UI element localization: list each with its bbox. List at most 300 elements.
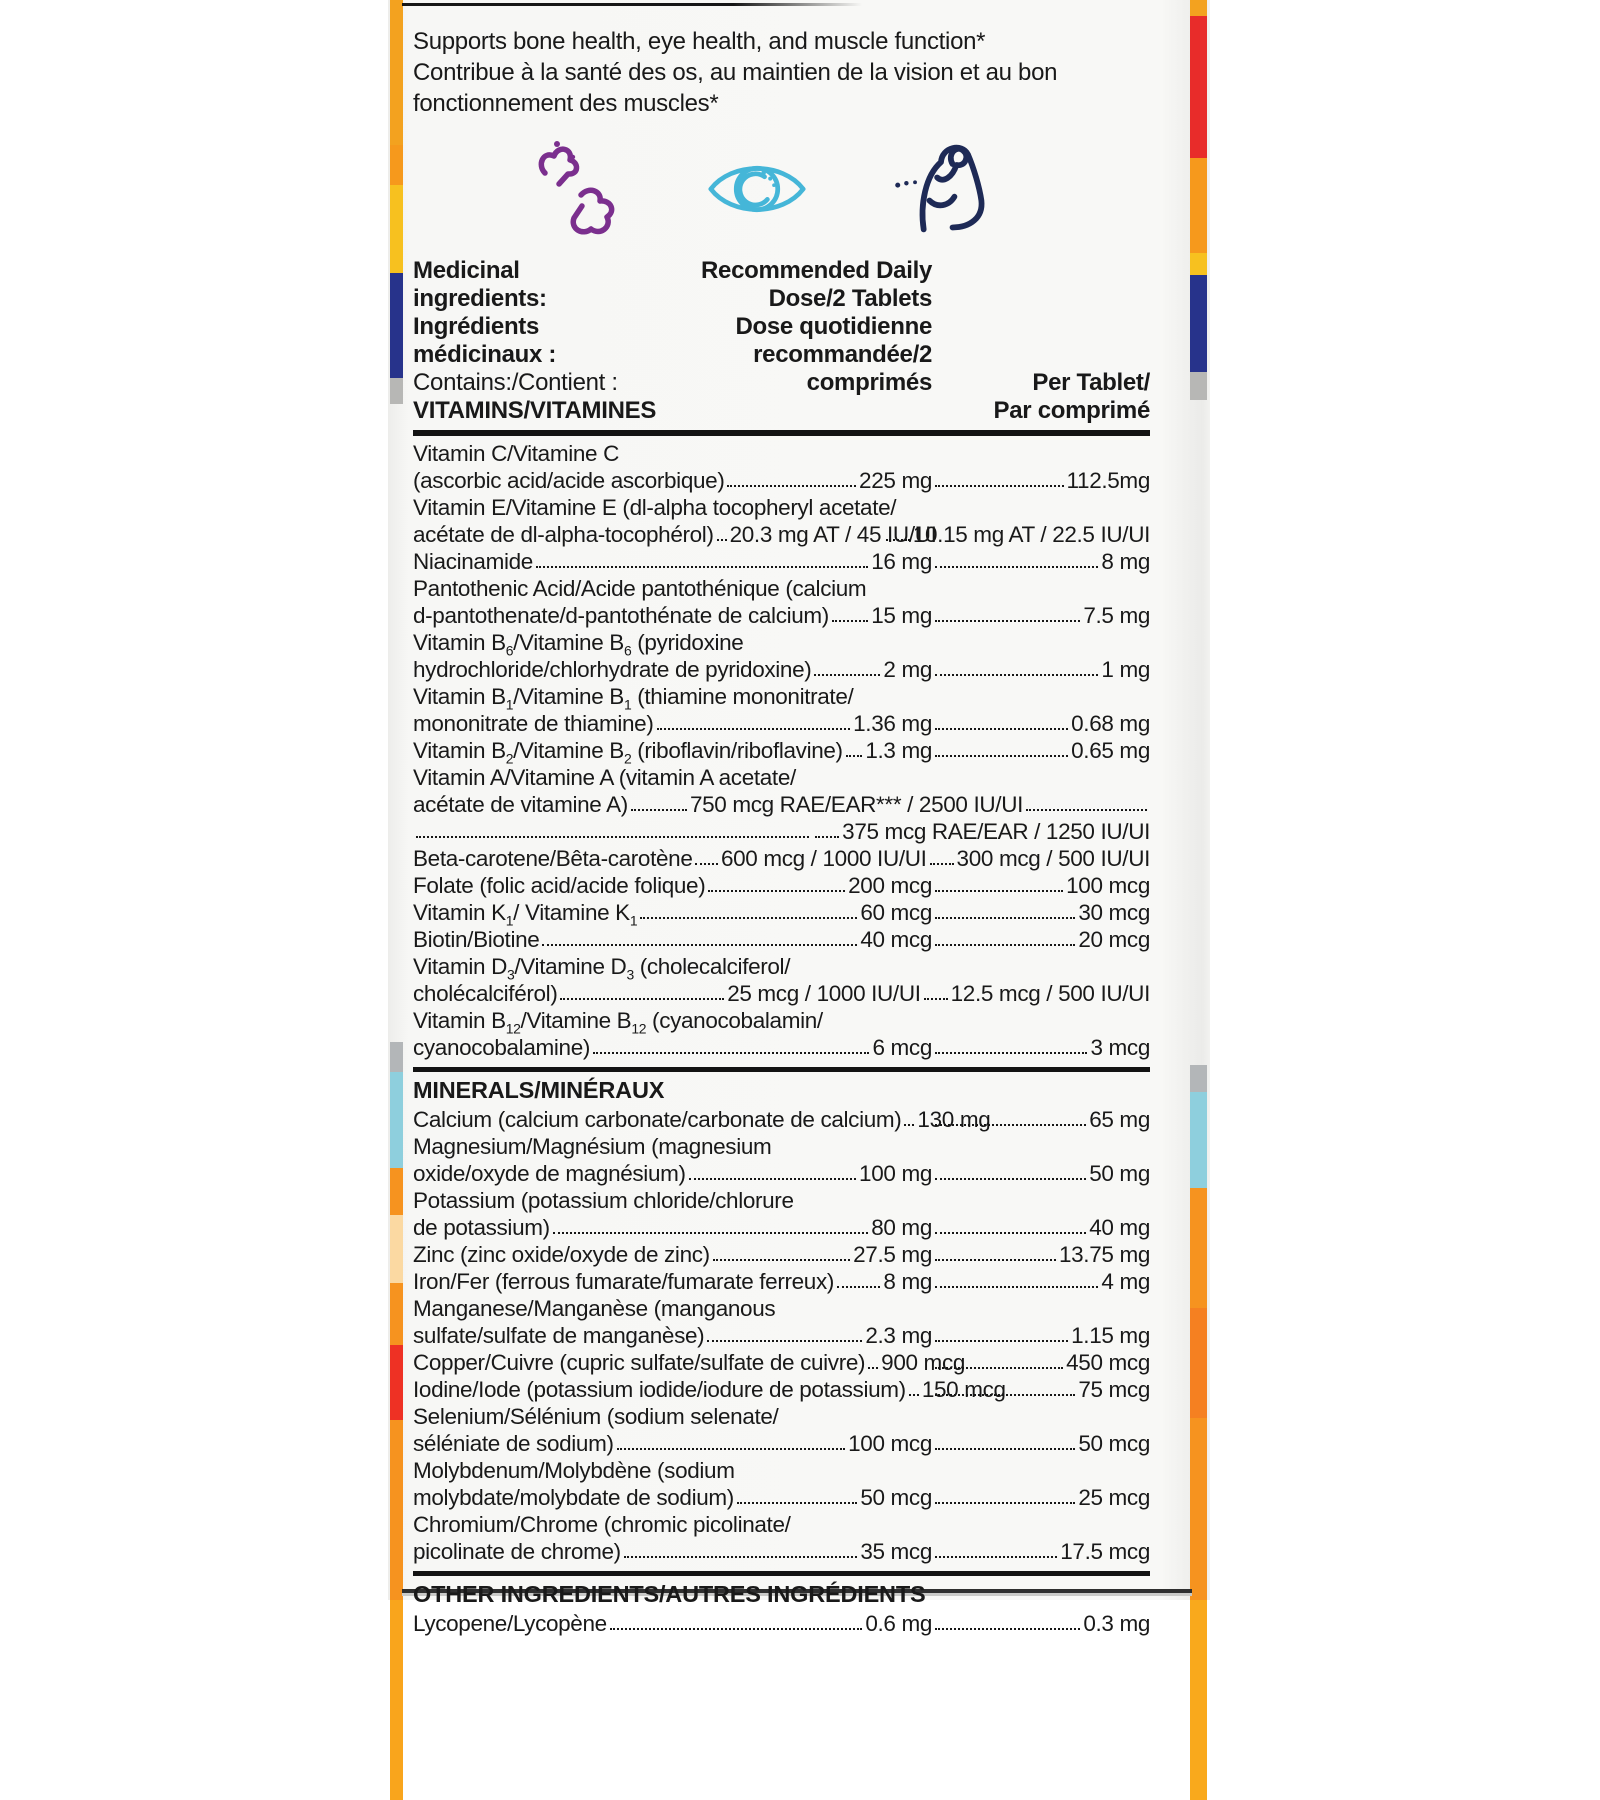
dose-cell: [829, 602, 932, 629]
leader-dots: [924, 998, 948, 1000]
ingredient-value-line: [413, 1376, 1150, 1403]
claim-en: Supports bone health, eye health, and muscle function*: [413, 28, 986, 55]
leader-dots: [868, 1367, 878, 1369]
ingredient-row: [413, 1376, 1150, 1403]
ingredient-name: acétate de dl-alpha-tocophérol): [413, 522, 714, 547]
ingredient-name: Lycopene/Lycopène: [413, 1611, 607, 1636]
ingredient-value-line: [413, 737, 1150, 767]
dose-cell: [614, 1430, 932, 1457]
dose-cell: [901, 1106, 991, 1133]
dose-value: 60 mcg: [860, 900, 932, 925]
per-tablet-value: 0.68 mg: [1071, 711, 1150, 736]
dose-cell: [607, 1610, 932, 1637]
ingredient-row: [413, 1106, 1150, 1133]
per-tablet-value: 112.5mg: [1066, 468, 1150, 493]
ingredient-row: [413, 818, 1150, 845]
dose-value: 225 mg: [859, 468, 932, 493]
header-medicinal-en: Medicinal ingredients:: [413, 257, 547, 312]
dose-cell: [637, 899, 932, 926]
stripe-segment: [390, 1345, 403, 1420]
stripe-segment: [1190, 158, 1207, 253]
per-tablet-cell: [932, 872, 1150, 899]
dose-cell: [413, 818, 812, 845]
leader-dots: [1026, 809, 1147, 811]
ingredient-name: Zinc (zinc oxide/oxyde de zinc): [413, 1242, 710, 1267]
ingredient-name-line: Vitamin A/Vitamine A (vitamin A acetate/: [413, 765, 796, 790]
ingredient-name: Vitamin $K_1/$ Vitamine $K_1$: [413, 900, 638, 929]
ingredient-value-line: [413, 899, 1150, 929]
ingredient-name: d-pantothenate/d-pantothénate de calcium): [413, 603, 829, 628]
stripe-segment: [390, 404, 403, 1042]
dose-value: 16 mg: [871, 549, 932, 574]
per-tablet-cell: [932, 656, 1150, 683]
stripe-segment: [390, 185, 403, 273]
stripe-segment: [390, 1042, 403, 1072]
ingredient-row: [413, 1457, 1150, 1511]
label-panel: [388, 0, 1210, 1636]
per-tablet-cell: [883, 521, 1150, 548]
per-tablet-cell: [932, 1322, 1150, 1349]
stripe-segment: [1190, 16, 1207, 158]
ingredient-name-line: Vitamin $B_{12}$/Vitamine $B_{12}$ (cyanocobalamin/: [413, 1008, 823, 1037]
dose-cell: [628, 791, 1023, 818]
dose-cell: [865, 1349, 966, 1376]
ingredient-row: [413, 845, 1150, 872]
ingredient-value-line: [413, 818, 1150, 845]
leader-dots: [708, 890, 845, 892]
leader-dots: [717, 539, 727, 541]
dose-value: 8 mg: [883, 1269, 932, 1294]
ingredients-table: [413, 430, 1150, 1637]
stripe-segment: [1190, 1418, 1207, 1600]
leader-dots: [713, 1259, 850, 1261]
ingredient-name-line: Vitamin $D_3$/Vitamine $D_3$ (cholecalciferol/: [413, 954, 791, 983]
leader-dots: [542, 944, 857, 946]
per-tablet-value: 40 mg: [1089, 1215, 1150, 1240]
dose-cell: [724, 467, 932, 494]
section-rule: [413, 1067, 1150, 1072]
ingredient-value-line: [413, 710, 1150, 737]
ingredient-row: [413, 440, 1150, 494]
per-tablet-cell: [932, 1034, 1150, 1061]
ingredient-name: molybdate/molybdate de sodium): [413, 1485, 734, 1510]
claim-fr: Contribue à la santé des os, au maintien de la vision et au bon fonctionnement des muscles*: [413, 59, 1058, 117]
dose-value: 100 mg: [859, 1161, 932, 1186]
ingredient-name-line: Vitamin $B_1$/Vitamine $B_1$ (thiamine mononitrate/: [413, 684, 854, 713]
dose-value: 750 mcg RAE/EAR*** / 2500 IU/UI: [689, 792, 1023, 817]
leader-dots: [689, 1178, 856, 1180]
right-edge-stripe: [1190, 0, 1207, 1600]
leader-dots: [846, 755, 863, 757]
leader-dots: [815, 836, 839, 838]
ingredient-name: mononitrate de thiamine): [413, 711, 654, 736]
ingredient-name: cholécalciférol): [413, 981, 558, 1006]
leader-dots: [536, 566, 868, 568]
stripe-segment: [390, 378, 403, 404]
dose-cell: [550, 1214, 932, 1241]
table-header: [413, 257, 1150, 425]
per-tablet-value: 12.5 mcg / 500 IU/UI: [950, 981, 1150, 1006]
ingredient-value-line: [413, 980, 1150, 1007]
leader-dots: [935, 944, 1075, 946]
per-tablet-value: 3 mcg: [1090, 1035, 1150, 1060]
leader-dots: [935, 755, 1068, 757]
per-tablet-value: 4 mg: [1101, 1269, 1150, 1294]
dose-cell: [654, 710, 933, 737]
ingredient-row: [413, 1403, 1150, 1457]
dose-cell: [834, 1268, 932, 1295]
dose-value: 1.36 mg: [853, 711, 932, 736]
leader-dots: [695, 863, 717, 865]
dose-cell: [533, 548, 932, 575]
per-tablet-value: 8 mg: [1101, 549, 1150, 574]
leader-dots: [593, 1052, 869, 1054]
leader-dots: [416, 836, 809, 838]
header-medicinal-fr: Ingrédients médicinaux :: [413, 313, 557, 368]
per-tablet-value: 300 mcg / 500 IU/UI: [956, 846, 1150, 871]
per-tablet-value: 1 mg: [1101, 657, 1150, 682]
benefit-icons: [413, 131, 1150, 247]
header-col-per-tablet: [932, 257, 1150, 425]
ingredient-value-line: [413, 548, 1150, 575]
leader-dots: [832, 620, 868, 622]
dose-cell: [590, 1034, 932, 1061]
ingredient-name-line: Chromium/Chrome (chromic picolinate/: [413, 1512, 791, 1537]
leader-dots: [935, 1556, 1057, 1558]
ingredient-value-line: [413, 1538, 1150, 1565]
stripe-segment: [390, 0, 403, 145]
leader-dots: [553, 1232, 868, 1234]
per-tablet-cell: [812, 818, 1150, 845]
header-col-ingredients: [413, 257, 656, 425]
leader-dots: [935, 917, 1075, 919]
leader-dots: [814, 674, 880, 676]
ingredient-name: sulfate/sulfate de manganèse): [413, 1323, 705, 1348]
ingredient-name: cyanocobalamine): [413, 1035, 591, 1060]
ingredient-name-line: Manganese/Manganèse (manganous: [413, 1296, 776, 1321]
stripe-segment: [1190, 0, 1207, 16]
health-claims: [413, 26, 1150, 119]
per-tablet-value: 13.75 mg: [1058, 1242, 1150, 1267]
header-dose-line4: recommandée/2 comprimés: [753, 341, 932, 396]
leader-dots: [935, 1259, 1056, 1261]
ingredient-row: [413, 737, 1150, 767]
ingredient-row: [413, 1295, 1150, 1349]
leader-dots: [837, 1286, 880, 1288]
per-tablet-cell: [932, 1268, 1150, 1295]
per-tablet-cell: [932, 1214, 1150, 1241]
ingredient-value-line: [413, 1241, 1150, 1268]
ingredient-name: Niacinamide: [413, 549, 533, 574]
ingredient-value-line: [413, 1160, 1150, 1187]
per-tablet-value: 0.3 mg: [1083, 1611, 1150, 1636]
dose-cell: [906, 1376, 1006, 1403]
stripe-segment: [1190, 253, 1207, 275]
leader-dots: [935, 890, 1063, 892]
header-dose-line3: Dose quotidienne: [735, 313, 932, 340]
dose-value: 150 mcg: [921, 1377, 1006, 1402]
dose-cell: [843, 737, 932, 764]
dose-cell: [686, 1160, 932, 1187]
per-tablet-cell: [932, 602, 1150, 629]
dose-value: 80 mg: [871, 1215, 932, 1240]
dose-value: 27.5 mg: [853, 1242, 932, 1267]
ingredient-value-line: [413, 872, 1150, 899]
per-tablet-cell: [932, 1610, 1150, 1637]
header-per-line2: Par comprimé: [993, 397, 1150, 424]
per-tablet-value: 20 mcg: [1078, 927, 1150, 952]
ingredient-row: [413, 926, 1150, 953]
stripe-segment: [390, 1072, 403, 1168]
section-title: OTHER INGREDIENTS/AUTRES INGRÉDIENTS: [413, 1581, 926, 1607]
ingredient-row: [413, 1268, 1150, 1295]
per-tablet-cell: [932, 1160, 1150, 1187]
ingredient-name: Beta-carotene/Bêta-carotène: [413, 846, 693, 871]
leader-dots: [935, 485, 1064, 487]
per-tablet-cell: [932, 467, 1150, 494]
per-tablet-value: 375 mcg RAE/EAR / 1250 IU/UI: [842, 819, 1150, 844]
per-tablet-cell: [932, 737, 1150, 764]
ingredient-name: hydrochloride/chlorhydrate de pyridoxine): [413, 657, 812, 682]
per-tablet-value: 30 mcg: [1078, 900, 1150, 925]
ingredient-value-line: [413, 1268, 1150, 1295]
ingredient-name: Iron/Fer (ferrous fumarate/fumarate ferreux): [413, 1269, 834, 1294]
dose-value: 0.6 mg: [865, 1611, 932, 1636]
dose-value: 130 mg: [917, 1107, 991, 1132]
dose-value: 40 mcg: [860, 927, 932, 952]
ingredient-name-line: Magnesium/Magnésium (magnesium: [413, 1134, 772, 1159]
per-tablet-cell: [932, 548, 1150, 575]
leader-dots: [935, 1367, 1063, 1369]
leader-dots: [657, 728, 851, 730]
ingredient-row: [413, 899, 1150, 929]
per-tablet-cell: [932, 926, 1150, 953]
ingredient-value-line: [413, 467, 1150, 494]
per-tablet-value: 65 mg: [1089, 1107, 1150, 1132]
ingredient-name: Biotin/Biotine: [413, 927, 540, 952]
stripe-segment: [390, 1600, 403, 1800]
ingredient-row: [413, 953, 1150, 1007]
ingredient-name: (ascorbic acid/acide ascorbique): [413, 468, 725, 493]
header-per-line1: Per Tablet/: [1032, 369, 1150, 396]
leader-dots: [935, 566, 1098, 568]
ingredient-row: [413, 1349, 1150, 1376]
eye-icon: [705, 156, 809, 222]
per-tablet-value: 450 mcg: [1066, 1350, 1150, 1375]
dose-cell: [539, 926, 932, 953]
per-tablet-value: 17.5 mcg: [1060, 1539, 1150, 1564]
per-tablet-cell: [1023, 791, 1150, 818]
per-tablet-value: 10.15 mg AT / 22.5 IU/UI: [912, 522, 1150, 547]
ingredient-name: Calcium (calcium carbonate/carbonate de calcium): [413, 1107, 902, 1132]
section-rule: [413, 1571, 1150, 1576]
header-col-daily-dose: [656, 257, 932, 425]
ingredient-value-line: [413, 521, 1150, 548]
ingredient-name-line: Pantothenic Acid/Acide pantothénique (calcium: [413, 576, 867, 601]
ingredient-row: [413, 629, 1150, 683]
ingredient-value-line: [413, 656, 1150, 683]
dose-value: 600 mcg / 1000 IU/UI: [720, 846, 927, 871]
section-title: MINERALS/MINÉRAUX: [413, 1077, 665, 1103]
dose-cell: [710, 1241, 932, 1268]
stripe-segment: [1190, 1065, 1207, 1092]
stripe-segment: [390, 145, 403, 185]
stripe-segment: [1190, 1092, 1207, 1188]
ingredient-name: Folate (folic acid/acide folique): [413, 873, 706, 898]
leader-dots: [560, 998, 724, 1000]
ingredient-row: [413, 575, 1150, 629]
dose-value: 2 mg: [883, 657, 932, 682]
ingredient-name: séléniate de sodium): [413, 1431, 614, 1456]
per-tablet-cell: [932, 1484, 1150, 1511]
leader-dots: [935, 1286, 1098, 1288]
dose-value: 2.3 mg: [865, 1323, 932, 1348]
leader-dots: [935, 1628, 1080, 1630]
dose-cell: [811, 656, 932, 683]
ingredient-value-line: [413, 791, 1150, 818]
per-tablet-cell: [932, 710, 1150, 737]
dose-cell: [692, 845, 926, 872]
ingredient-value-line: [413, 1484, 1150, 1511]
per-tablet-value: 1.15 mg: [1071, 1323, 1150, 1348]
dose-value: 35 mcg: [860, 1539, 932, 1564]
dose-cell: [621, 1538, 932, 1565]
per-tablet-cell: [932, 1430, 1150, 1457]
ingredient-row: [413, 494, 1150, 548]
ingredient-name: acétate de vitamine A): [413, 792, 628, 817]
dose-value: 20.3 mg AT / 45 IU/UI: [729, 522, 937, 547]
stripe-segment: [390, 1168, 403, 1215]
dose-cell: [714, 521, 937, 548]
section-rule: [413, 430, 1150, 436]
left-edge-stripe: [390, 0, 403, 1600]
leader-dots: [935, 1178, 1086, 1180]
per-tablet-value: 75 mcg: [1078, 1377, 1150, 1402]
dose-cell: [704, 1322, 932, 1349]
per-tablet-cell: [921, 980, 1150, 1007]
per-tablet-value: 0.65 mg: [1071, 738, 1150, 763]
dose-cell: [705, 872, 932, 899]
ingredient-value-line: [413, 602, 1150, 629]
dose-value: 25 mcg / 1000 IU/UI: [727, 981, 921, 1006]
per-tablet-value: 7.5 mg: [1083, 603, 1150, 628]
leader-dots: [935, 1340, 1068, 1342]
ingredient-name: oxide/oxyde de magnésium): [413, 1161, 686, 1186]
stripe-segment: [1190, 400, 1207, 1065]
ingredient-value-line: [413, 1349, 1150, 1376]
ingredient-name: Vitamin $B_2$/Vitamine $B_2$ (riboflavin/riboflavine): [413, 738, 843, 767]
ingredient-row: [413, 1007, 1150, 1061]
leader-dots: [631, 809, 687, 811]
ingredient-row: [413, 1241, 1150, 1268]
dose-value: 100 mcg: [848, 1431, 932, 1456]
ingredient-name: Iodine/Iode (potassium iodide/iodure de potassium): [413, 1377, 906, 1402]
ingredient-row: [413, 1133, 1150, 1187]
stripe-segment: [1190, 1308, 1207, 1418]
ingredient-name: Copper/Cuivre (cupric sulfate/sulfate de cuivre): [413, 1350, 866, 1375]
leader-dots: [904, 1124, 914, 1126]
leader-dots: [935, 1394, 1075, 1396]
ingredient-name: picolinate de chrome): [413, 1539, 621, 1564]
leader-dots: [935, 620, 1080, 622]
leader-dots: [610, 1628, 863, 1630]
ingredient-row: [413, 1187, 1150, 1241]
ingredient-value-line: [413, 1034, 1150, 1061]
header-vitamins: VITAMINS/VITAMINES: [413, 397, 657, 424]
stripe-segment: [1190, 372, 1207, 400]
stripe-segment: [1190, 1188, 1207, 1308]
ingredient-name: de potassium): [413, 1215, 550, 1240]
dose-value: 50 mcg: [860, 1485, 932, 1510]
per-tablet-cell: [932, 1538, 1150, 1565]
leader-dots: [935, 1052, 1087, 1054]
leader-dots: [935, 1124, 1086, 1126]
ingredient-row: [413, 548, 1150, 575]
muscle-arm-icon: [891, 135, 991, 243]
leader-dots: [935, 1448, 1075, 1450]
dose-cell: [557, 980, 920, 1007]
ingredient-value-line: [413, 845, 1150, 872]
ingredient-row: [413, 872, 1150, 899]
leader-dots: [617, 1448, 846, 1450]
dose-value: 15 mg: [871, 603, 932, 628]
per-tablet-value: 100 mcg: [1066, 873, 1150, 898]
dose-cell: [734, 1484, 932, 1511]
leader-dots: [640, 917, 857, 919]
per-tablet-value: 50 mcg: [1078, 1431, 1150, 1456]
per-tablet-cell: [932, 1241, 1150, 1268]
leader-dots: [707, 1340, 862, 1342]
ingredient-name-line: Vitamin E/Vitamine E (dl-alpha tocopheryl acetate/: [413, 495, 897, 520]
leader-dots: [624, 1556, 858, 1558]
ingredient-value-line: [413, 1106, 1150, 1133]
leader-dots: [935, 728, 1068, 730]
stripe-segment: [390, 1283, 403, 1345]
ingredient-name-line: Molybdenum/Molybdène (sodium: [413, 1458, 735, 1483]
header-contains: Contains:/Contient :: [413, 369, 618, 396]
stripe-segment: [1190, 1600, 1207, 1800]
stripe-segment: [390, 273, 403, 378]
leader-dots: [935, 1502, 1075, 1504]
leader-dots: [935, 674, 1098, 676]
stripe-segment: [390, 1215, 403, 1283]
per-tablet-value: 50 mg: [1089, 1161, 1150, 1186]
ingredient-value-line: [413, 1322, 1150, 1349]
ingredient-name-line: Selenium/Sélénium (sodium selenate/: [413, 1404, 779, 1429]
leader-dots: [935, 1232, 1086, 1234]
ingredient-row: [413, 1610, 1150, 1637]
dose-value: 900 mcg: [881, 1350, 966, 1375]
ingredient-value-line: [413, 1430, 1150, 1457]
leader-dots: [930, 863, 954, 865]
dose-value: 200 mcg: [848, 873, 932, 898]
leader-dots: [737, 1502, 857, 1504]
dose-value: 1.3 mg: [865, 738, 932, 763]
leader-dots: [886, 539, 910, 541]
ingredient-name-line: Potassium (potassium chloride/chlorure: [413, 1188, 794, 1213]
per-tablet-cell: [932, 899, 1150, 926]
leader-dots: [727, 485, 856, 487]
leader-dots: [909, 1394, 919, 1396]
bone-joint-icon: [531, 137, 623, 241]
per-tablet-value: 25 mcg: [1078, 1485, 1150, 1510]
per-tablet-cell: [927, 845, 1150, 872]
stripe-segment: [390, 1420, 403, 1600]
ingredient-row: [413, 764, 1150, 818]
header-dose-line1: Recommended Daily: [701, 257, 932, 284]
ingredient-row: [413, 1511, 1150, 1565]
per-tablet-cell: [932, 1106, 1150, 1133]
